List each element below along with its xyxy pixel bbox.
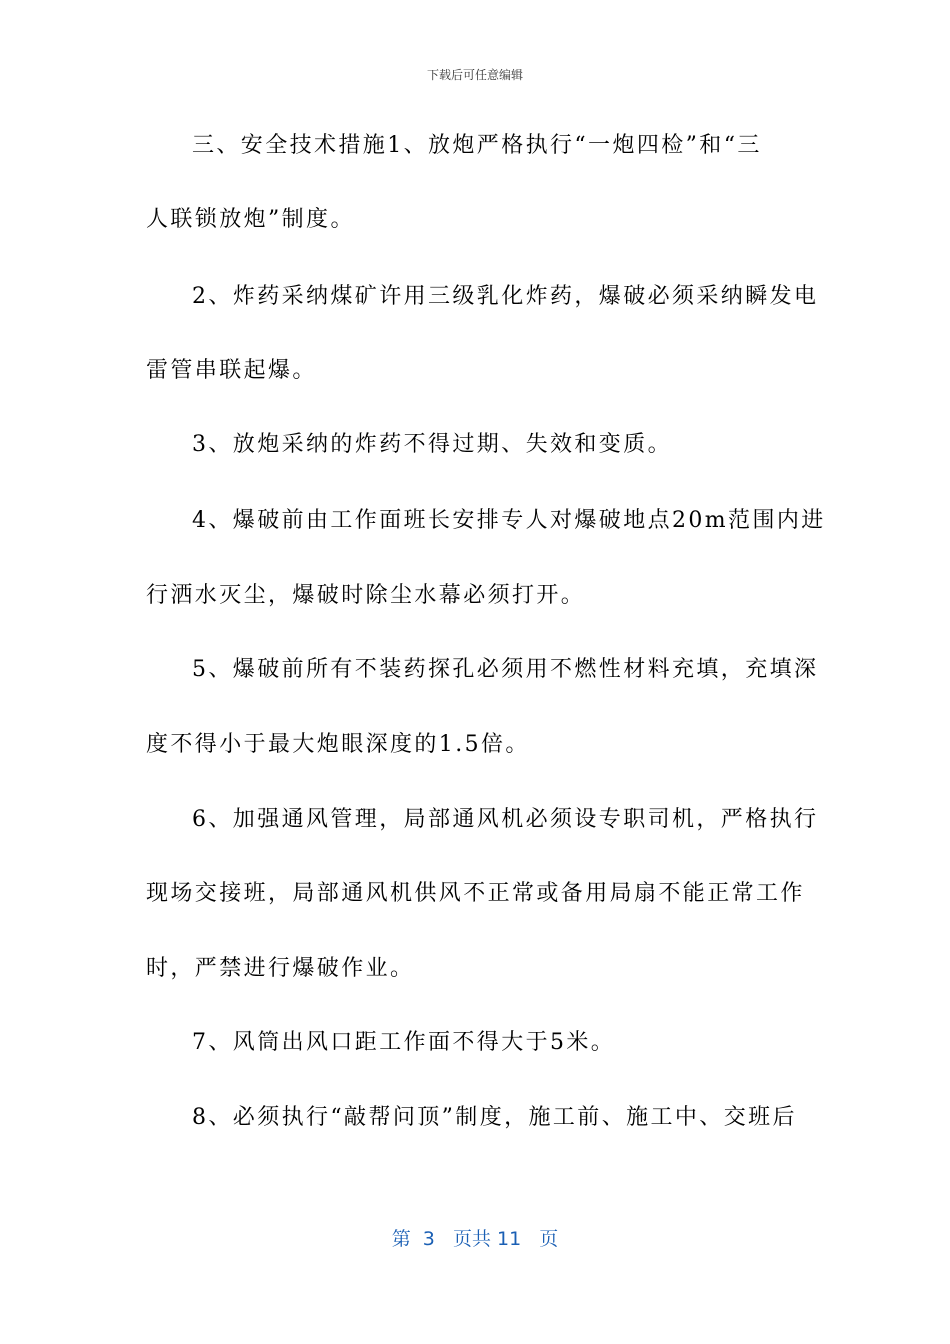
header-note: 下载后可任意编辑 [426,68,523,82]
text-line: 雷管串联起爆。 [146,358,317,383]
text-line: 度不得小于最大炮眼深度的1.5倍。 [146,732,530,757]
text-line: 5、爆破前所有不装药探孔必须用不燃性材料充填，充填深 [192,657,819,682]
text-line: 7、风筒出风口距工作面不得大于5米。 [192,1030,616,1055]
text-line: 2、炸药采纳煤矿许用三级乳化炸药，爆破必须采纳瞬发电 [192,284,819,309]
text-line: 4、爆破前由工作面班长安排专人对爆破地点20m范围内进 [192,508,826,533]
text-line: 行洒水灭尘，爆破时除尘水幕必须打开。 [146,583,586,608]
text-line: 6、加强通风管理，局部通风机必须设专职司机，严格执行 [192,807,819,832]
text-line: 现场交接班，局部通风机供风不正常或备用局扇不能正常工作 [146,881,805,906]
text-line: 3、放炮采纳的炸药不得过期、失效和变质。 [192,432,672,457]
text-line: 三、安全技术措施1、放炮严格执行“一炮四检”和“三 [192,133,762,158]
text-line: 8、必须执行“敲帮问顶”制度，施工前、施工中、交班后 [192,1105,797,1130]
page-number-footer: 第 3 页共 11 页 [391,1228,559,1250]
text-line: 时，严禁进行爆破作业。 [146,956,415,981]
text-line: 人联锁放炮”制度。 [146,207,355,232]
